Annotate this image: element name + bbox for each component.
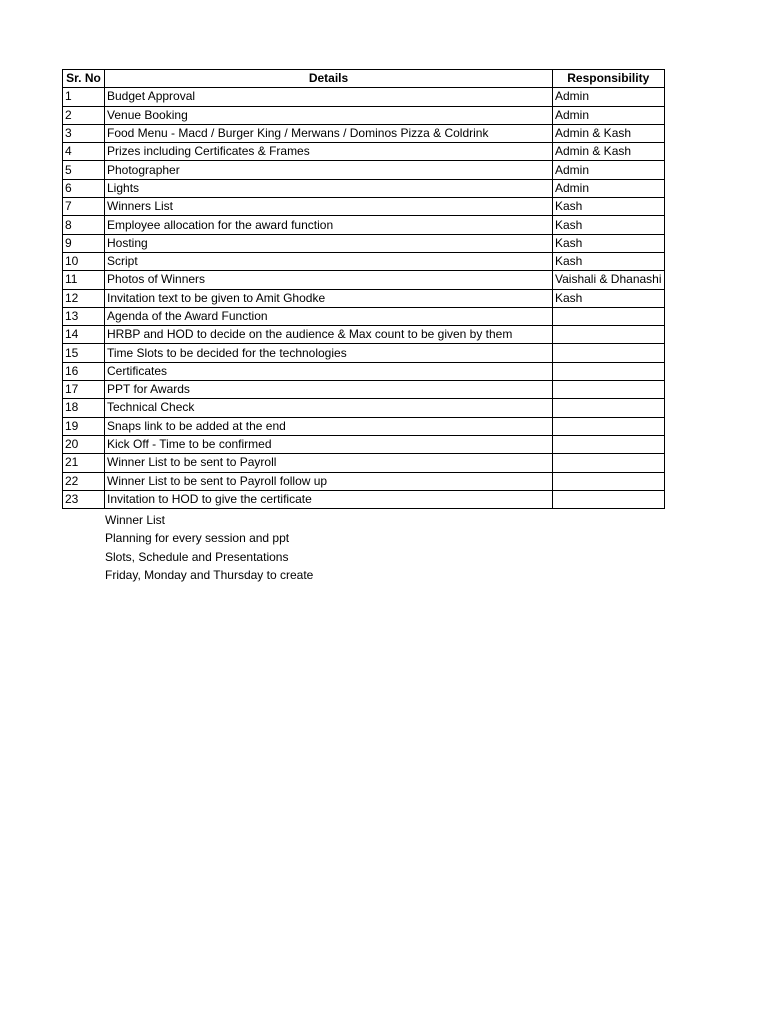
cell-responsibility[interactable]: Kash	[553, 289, 665, 307]
cell-responsibility[interactable]	[553, 362, 665, 380]
table-row	[63, 326, 665, 344]
table-row	[63, 381, 665, 399]
table-row	[63, 106, 665, 124]
cell-responsibility[interactable]: Kash	[553, 216, 665, 234]
cell-sr-no[interactable]: 6	[63, 179, 105, 197]
table-row	[63, 344, 665, 362]
cell-details[interactable]: PPT for Awards	[105, 381, 553, 399]
table-body	[63, 88, 665, 509]
task-table	[62, 69, 665, 509]
cell-details[interactable]: Prizes including Certificates & Frames	[105, 143, 553, 161]
table-row	[63, 362, 665, 380]
header-sr-no: Sr. No	[63, 70, 105, 88]
note-line: Planning for every session and ppt	[105, 531, 290, 546]
cell-sr-no[interactable]: 14	[63, 326, 105, 344]
cell-responsibility[interactable]: Admin	[553, 179, 665, 197]
cell-sr-no[interactable]: 5	[63, 161, 105, 179]
table-row	[63, 88, 665, 106]
table-row	[63, 161, 665, 179]
cell-details[interactable]: Food Menu - Macd / Burger King / Merwans / Dominos Pizza & Coldrink	[105, 124, 553, 142]
cell-responsibility[interactable]: Admin	[553, 161, 665, 179]
cell-details[interactable]: Venue Booking	[105, 106, 553, 124]
header-row	[63, 70, 665, 88]
note-line: Winner List	[105, 513, 166, 527]
cell-sr-no[interactable]: 16	[63, 362, 105, 380]
cell-sr-no[interactable]: 12	[63, 289, 105, 307]
cell-responsibility[interactable]: Admin & Kash	[553, 143, 665, 161]
table-row	[63, 179, 665, 197]
table-row	[63, 307, 665, 325]
cell-sr-no[interactable]: 20	[63, 435, 105, 453]
cell-sr-no[interactable]: 8	[63, 216, 105, 234]
cell-details[interactable]: Hosting	[105, 234, 553, 252]
table-row	[63, 289, 665, 307]
table-row	[63, 454, 665, 472]
cell-details[interactable]: Certificates	[105, 362, 553, 380]
table-row	[63, 143, 665, 161]
table-row	[63, 271, 665, 289]
table-row	[63, 435, 665, 453]
cell-details[interactable]: Winner List to be sent to Payroll follow up	[105, 472, 553, 490]
cell-sr-no[interactable]: 3	[63, 124, 105, 142]
notes-list	[105, 511, 313, 585]
cell-details[interactable]: Winner List to be sent to Payroll	[105, 454, 553, 472]
cell-details[interactable]: HRBP and HOD to decide on the audience & Max count to be given by them	[105, 326, 553, 344]
header-responsibility: Responsibility	[553, 70, 665, 88]
cell-sr-no[interactable]: 18	[63, 399, 105, 417]
cell-responsibility[interactable]: Vaishali & Dhanashi	[553, 271, 665, 289]
cell-responsibility[interactable]	[553, 435, 665, 453]
table-row	[63, 399, 665, 417]
cell-sr-no[interactable]: 13	[63, 307, 105, 325]
cell-details[interactable]: Script	[105, 252, 553, 270]
table-row	[63, 198, 665, 216]
table-row	[63, 124, 665, 142]
cell-sr-no[interactable]: 1	[63, 88, 105, 106]
cell-sr-no[interactable]: 2	[63, 106, 105, 124]
table-row	[63, 234, 665, 252]
note-line: Slots, Schedule and Presentations	[105, 549, 289, 564]
cell-details[interactable]: Invitation to HOD to give the certificate	[105, 490, 553, 508]
cell-responsibility[interactable]	[553, 307, 665, 325]
cell-sr-no[interactable]: 11	[63, 271, 105, 289]
cell-responsibility[interactable]: Admin	[553, 88, 665, 106]
cell-details[interactable]: Budget Approval	[105, 88, 553, 106]
cell-responsibility[interactable]	[553, 399, 665, 417]
cell-sr-no[interactable]: 17	[63, 381, 105, 399]
cell-sr-no[interactable]: 7	[63, 198, 105, 216]
table-row	[63, 472, 665, 490]
cell-responsibility[interactable]: Kash	[553, 252, 665, 270]
cell-sr-no[interactable]: 22	[63, 472, 105, 490]
cell-sr-no[interactable]: 10	[63, 252, 105, 270]
cell-sr-no[interactable]: 15	[63, 344, 105, 362]
cell-responsibility[interactable]: Kash	[553, 198, 665, 216]
cell-details[interactable]: Photos of Winners	[105, 271, 553, 289]
cell-details[interactable]: Invitation text to be given to Amit Ghodke	[105, 289, 553, 307]
header-details: Details	[105, 70, 553, 88]
cell-responsibility[interactable]	[553, 417, 665, 435]
cell-sr-no[interactable]: 21	[63, 454, 105, 472]
cell-details[interactable]: Photographer	[105, 161, 553, 179]
cell-sr-no[interactable]: 4	[63, 143, 105, 161]
cell-responsibility[interactable]	[553, 381, 665, 399]
cell-details[interactable]: Kick Off - Time to be confirmed	[105, 435, 553, 453]
table-row	[63, 417, 665, 435]
cell-responsibility[interactable]: Admin	[553, 106, 665, 124]
cell-sr-no[interactable]: 19	[63, 417, 105, 435]
note-line: Friday, Monday and Thursday to create	[105, 568, 314, 583]
cell-responsibility[interactable]	[553, 490, 665, 508]
cell-details[interactable]: Employee allocation for the award function	[105, 216, 553, 234]
cell-responsibility[interactable]	[553, 454, 665, 472]
table-row	[63, 252, 665, 270]
cell-details[interactable]: Lights	[105, 179, 553, 197]
cell-details[interactable]: Agenda of the Award Function	[105, 307, 553, 325]
cell-sr-no[interactable]: 23	[63, 490, 105, 508]
cell-details[interactable]: Technical Check	[105, 399, 553, 417]
cell-responsibility[interactable]	[553, 344, 665, 362]
spreadsheet-area	[62, 69, 665, 509]
cell-responsibility[interactable]	[553, 472, 665, 490]
cell-responsibility[interactable]: Kash	[553, 234, 665, 252]
cell-details[interactable]: Snaps link to be added at the end	[105, 417, 553, 435]
cell-sr-no[interactable]: 9	[63, 234, 105, 252]
table-row	[63, 490, 665, 508]
cell-responsibility[interactable]	[553, 326, 665, 344]
cell-details[interactable]: Time Slots to be decided for the technologies	[105, 344, 553, 362]
cell-details[interactable]: Winners List	[105, 198, 553, 216]
cell-responsibility[interactable]: Admin & Kash	[553, 124, 665, 142]
table-row	[63, 216, 665, 234]
